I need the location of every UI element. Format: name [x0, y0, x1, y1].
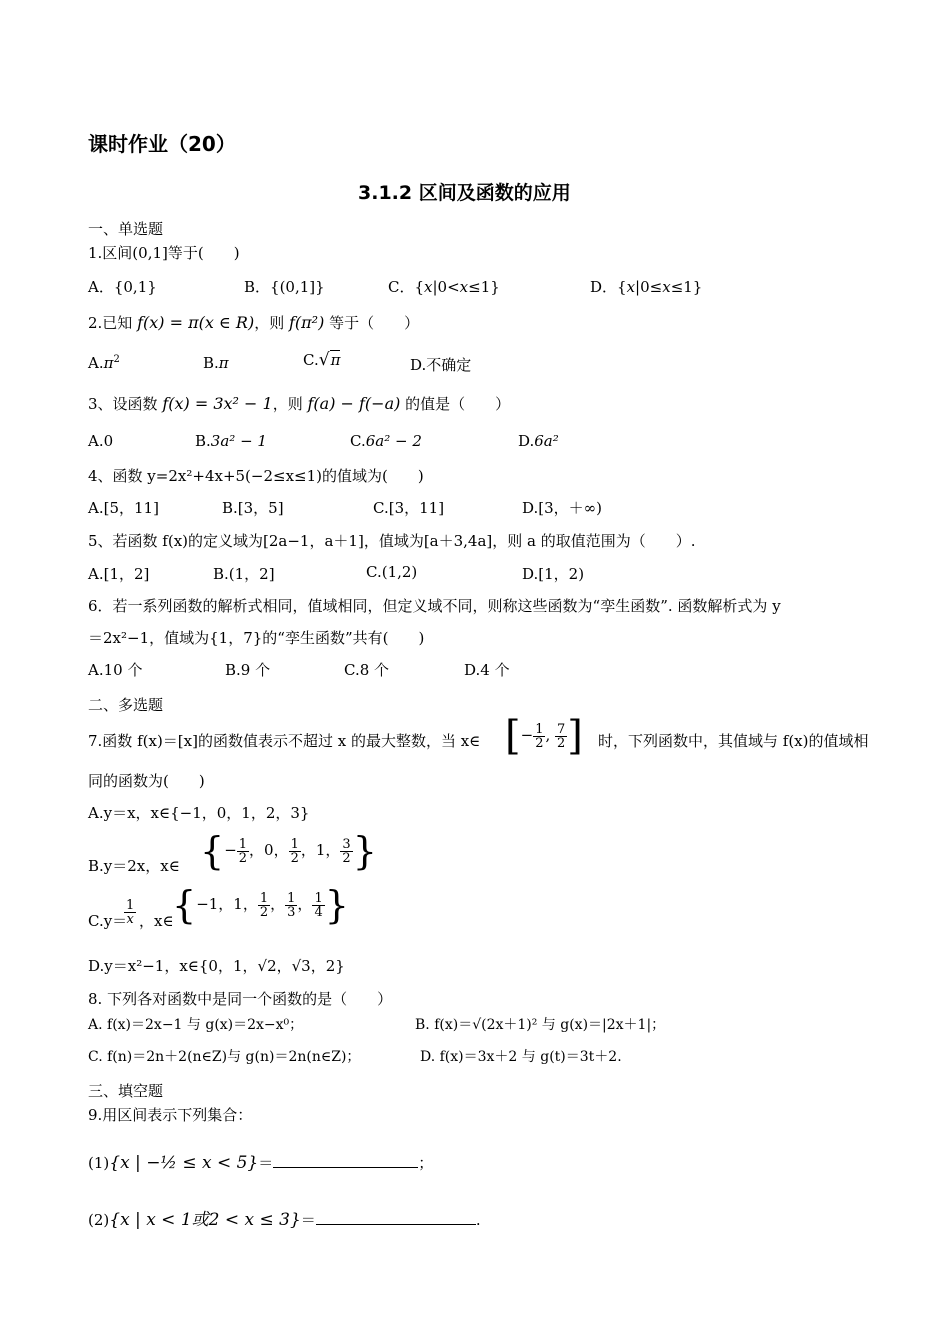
q9-stem: 9.用区间表示下列集合：	[88, 1106, 253, 1124]
q7-option-c-fraction: $\frac{1}{x}$	[126, 898, 135, 927]
q1-option-b: B．{(0,1]}	[244, 278, 325, 296]
q9-part1-set: {x | −½ ≤ x < 5}	[109, 1153, 259, 1173]
q5-option-a: A.[1，2]	[88, 565, 150, 583]
page-title: 3.1.2 区间及函数的应用	[358, 182, 571, 204]
q5-option-d: D.[1，2)	[522, 565, 585, 583]
section-fill-in: 三、填空题	[88, 1082, 164, 1100]
q2-function-ask: f(π²)	[288, 313, 325, 332]
q1-option-c: C．{x|0<x≤1}	[388, 278, 500, 296]
q4-option-a: A.[5，11]	[88, 499, 159, 517]
q6-option-c: C.8 个	[344, 661, 390, 679]
q3-stem: 3、设函数 f(x) = 3x² − 1，则 f(a) − f(−a) 的值是（ ）	[88, 394, 511, 413]
q7-option-b-set: {− $\frac{1}{2}$ ，0， $\frac{1}{2}$ ，1， $\frac{3}{2}$ }	[200, 829, 377, 873]
q4-stem: 4、函数 y=2x²+4x+5(−2≤x≤1)的值域为( )	[88, 467, 424, 485]
q2-option-a: $A.\pi^2$	[88, 354, 120, 372]
q7-stem-tail: 时，下列函数中，其值域与 f(x)的值域相	[598, 732, 869, 750]
q7-option-b: B.y＝2x，x∈	[88, 857, 180, 875]
q3-expression: f(a) − f(−a)	[307, 394, 401, 413]
q8-option-b: B. f(x)＝√(2x＋1)² 与 g(x)＝|2x＋1|；	[415, 1017, 666, 1033]
q6-option-b: B.9 个	[225, 661, 271, 679]
q3-function-def: f(x) = 3x² − 1	[162, 394, 273, 413]
q9-part2-set: {x | x < 1或2 < x ≤ 3}	[109, 1210, 301, 1230]
q9-part1: (1){x | −½ ≤ x < 5}＝ ；	[88, 1153, 434, 1173]
q4-option-d: D.[3，＋∞)	[522, 499, 603, 517]
q8-stem: 8. 下列各对函数中是同一个函数的是（ ）	[88, 990, 393, 1008]
q8-option-d: D. f(x)＝3x＋2 与 g(t)＝3t＋2.	[420, 1049, 622, 1065]
q3-option-b: B.3a² − 1	[195, 432, 267, 450]
q2-stem: 2.已知 f(x) = π(x ∈ R)，则 f(π²) 等于（ ）	[88, 313, 420, 332]
q9-part1-blank[interactable]	[273, 1167, 418, 1168]
q6-stem-line1: 6．若一系列函数的解析式相同，值域相同，但定义域不同，则称这些函数为“孪生函数”. 函数解析式为 y	[88, 597, 781, 615]
q1-option-d: D．{x|0≤x≤1}	[590, 278, 703, 296]
q6-option-d: D.4 个	[464, 661, 510, 679]
homework-label: 课时作业（20）	[88, 132, 236, 156]
q5-option-b: B.(1，2]	[213, 565, 275, 583]
section-multiple-choice: 二、多选题	[88, 696, 164, 714]
q2-option-b: B.π	[203, 354, 229, 372]
q7-option-a: A.y＝x，x∈{−1，0，1，2，3}	[88, 804, 310, 822]
q6-stem-line2: ＝2x²−1，值域为{1，7}的“孪生函数”共有( )	[88, 629, 425, 647]
q7-option-d: D.y＝x²−1，x∈{0，1，√2，√3，2}	[88, 957, 345, 975]
q7-stem: 7.函数 f(x)＝[x]的函数值表示不超过 x 的最大整数，当 x∈	[88, 732, 481, 750]
q3-option-c: C.6a² − 2	[350, 432, 422, 450]
q1-stem: 1.区间(0,1]等于( )	[88, 244, 240, 262]
q2-option-c: C.√π	[303, 350, 341, 370]
q7-stem-line2: 同的函数为( )	[88, 772, 205, 790]
q5-stem: 5、若函数 f(x)的定义域为[2a−1，a＋1]，值域为[a＋3,4a]，则 a 的取值范围为（ ）.	[88, 532, 696, 550]
q3-option-d: D.6a²	[518, 432, 559, 450]
q8-option-a: A. f(x)＝2x−1 与 g(x)＝2x−x⁰；	[88, 1017, 304, 1033]
q7-option-c: C.y＝	[88, 912, 128, 930]
q2-option-d: D.不确定	[410, 356, 472, 374]
q6-option-a: A.10 个	[88, 661, 143, 679]
q7-option-c-mid: ，x∈	[139, 912, 174, 930]
q4-option-c: C.[3，11]	[373, 499, 445, 517]
q9-part2: (2){x | x < 1或2 < x ≤ 3}＝ .	[88, 1210, 481, 1230]
q5-option-c: C.(1,2)	[366, 563, 418, 581]
q7-option-c-set: {−1，1， $\frac{1}{2}$ ， $\frac{1}{3}$ ， $\frac{1}{4}$ }	[172, 883, 349, 927]
q7-interval: [− $\frac{1}{2}$ , $\frac{7}{2}$ ]	[505, 713, 583, 759]
q8-option-c: C. f(n)＝2n＋2(n∈Z)与 g(n)＝2n(n∈Z)；	[88, 1049, 361, 1065]
q4-option-b: B.[3，5]	[222, 499, 284, 517]
q3-option-a: A.0	[88, 432, 114, 450]
q1-option-a: A．{0,1}	[88, 278, 157, 296]
section-single-choice: 一、单选题	[88, 220, 164, 238]
q9-part2-blank[interactable]	[316, 1224, 476, 1225]
q2-function-def: f(x) = π(x ∈ R)	[137, 313, 255, 332]
